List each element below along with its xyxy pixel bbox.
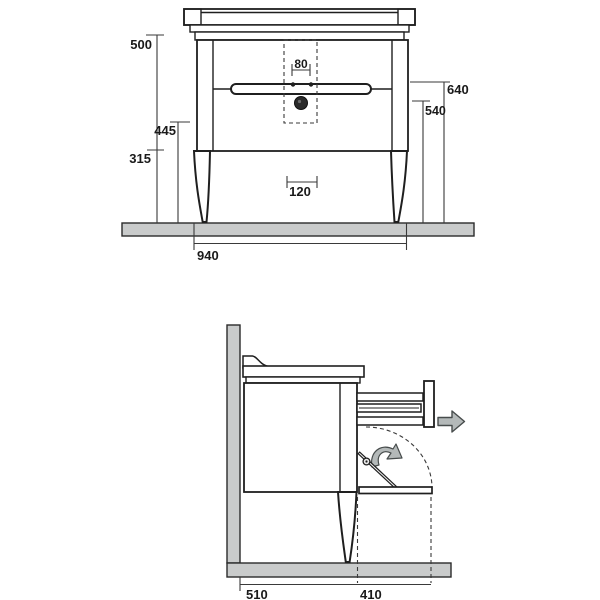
wall: [227, 325, 240, 563]
dim-445: [154, 122, 190, 223]
floor-front: [122, 223, 474, 236]
handle-screw-left: [291, 82, 295, 86]
dim-540: [412, 101, 446, 223]
handle-screw-right: [309, 82, 313, 86]
dim-label-315: 315: [129, 151, 151, 166]
dim-label-500: 500: [130, 37, 152, 52]
drawer-front-panel: [424, 381, 434, 427]
pull-out-arrow-icon: [438, 411, 465, 432]
dim-label-640: 640: [447, 82, 469, 97]
dim-label-510: 510: [246, 587, 268, 600]
open-flap-door: [359, 487, 432, 494]
dim-410: [360, 587, 382, 600]
leg-front-right: [391, 151, 407, 222]
cabinet-side: [244, 383, 357, 492]
knob: [295, 97, 308, 110]
leg-front-left: [194, 151, 210, 222]
dim-label-120: 120: [289, 184, 311, 199]
drawer-extended: [357, 381, 434, 427]
dim-label-940: 940: [197, 248, 219, 263]
fold-down-arrow-icon: [372, 444, 402, 467]
dim-510: [240, 577, 431, 600]
leg-side: [338, 492, 357, 562]
countertop-side: [243, 356, 364, 383]
dim-label-540: 540: [425, 104, 446, 118]
drawer-handle: [231, 84, 371, 94]
dim-120: [287, 176, 317, 199]
floor-side: [227, 563, 451, 577]
dim-label-80: 80: [294, 57, 308, 71]
dim-label-410: 410: [360, 587, 382, 600]
dim-label-445: 445: [154, 123, 176, 138]
dim-315: [129, 150, 164, 166]
side-view: [227, 325, 465, 600]
front-view: [122, 9, 474, 263]
washbasin-top: [184, 9, 415, 40]
